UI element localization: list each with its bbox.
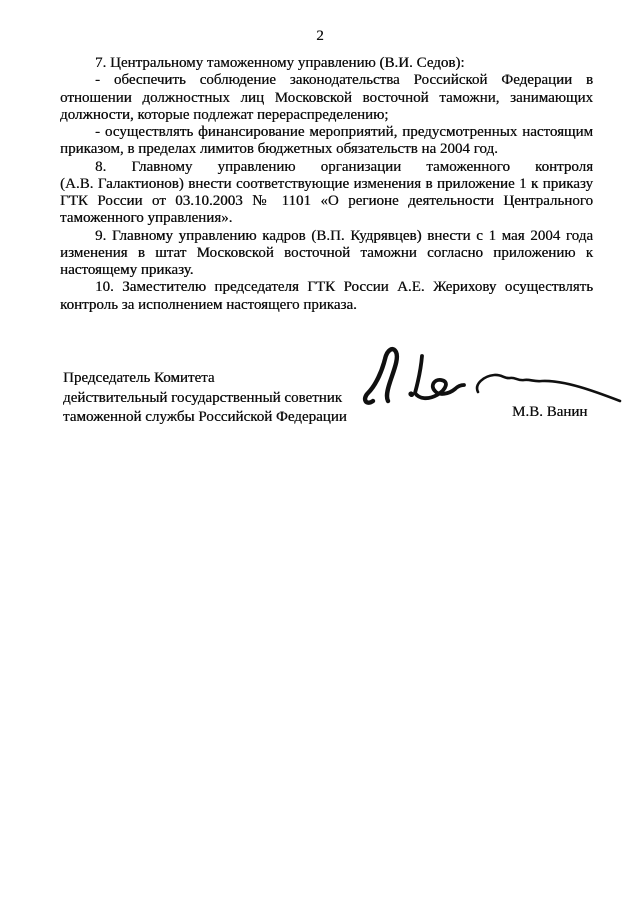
document-body [60,55,593,314]
signatory-title-line: Председатель Комитета [63,370,215,386]
signatory-title-block [63,369,347,428]
paragraph-item-9: 9. Главному управлению кадров (В.П. Кудрявцев) внести с 1 мая 2004 года изменения в штат Московской восточной таможни согласно приложению к настоящему приказу. [60,227,593,278]
signatory-name: М.В. Ванин [512,404,588,420]
paragraph-item-8: 8. Главному управлению организации таможенного контроля (А.В. Галактионов) внести соответствующие изменения в приложение 1 к приказу ГТК России от 03.10.2003 № 1101 «О регионе деятельности Центрального таможенного управления». [60,158,593,227]
paragraph-item-7-sub-2: - осуществлять финансирование мероприятий, предусмотренных настоящим приказом, в пределах лимитов бюджетных обязательств на 2004 год. [60,124,593,158]
paragraph-item-7-sub-1: - обеспечить соблюдение законодательства Российской Федерации в отношении должностных лиц Московской восточной таможни, занимающих должности, которые подлежат перераспределению; [60,72,593,123]
paragraph-item-7: 7. Центральному таможенному управлению (В.И. Седов): [95,55,465,71]
paragraph-item-10: 10. Заместителю председателя ГТК России А.Е. Жерихову осуществлять контроль за исполнением настоящего приказа. [60,279,593,313]
handwritten-signature-icon [352,335,632,415]
signatory-title-line: таможенной службы Российской Федерации [63,409,347,425]
signatory-title-line: действительный государственный советник [63,389,343,406]
page-number: 2 [316,28,324,44]
